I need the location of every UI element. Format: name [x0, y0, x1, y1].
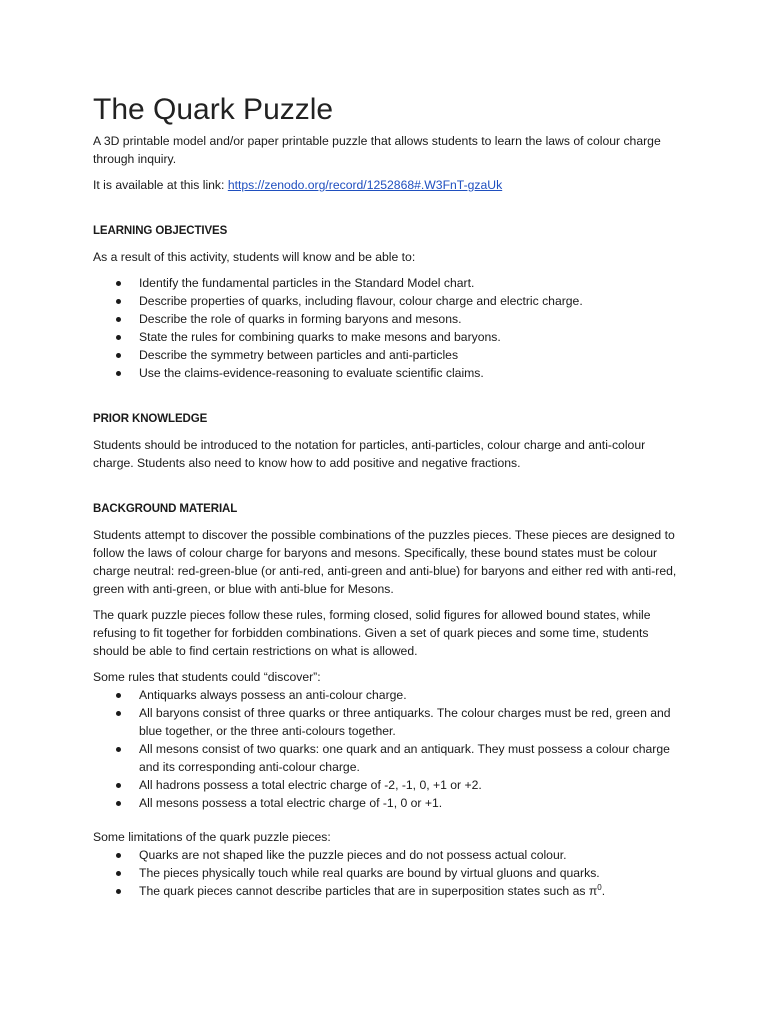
list-item-text: Quarks are not shaped like the puzzle pieces and do not possess actual colour. — [139, 848, 567, 862]
background-paragraph-2: The quark puzzle pieces follow these rules, forming closed, solid figures for allowed bound states, while refusing to fit together for forbidden combinations. Given a set of quark pieces and some time, students should be able to find certain restrictions on what is allowed. — [93, 608, 651, 658]
list-item-text: All mesons possess a total electric charge of -1, 0 or +1. — [139, 796, 443, 810]
list-item-text: Describe the symmetry between particles and anti-particles — [139, 348, 459, 362]
bullet-icon — [116, 299, 121, 304]
intro-paragraph: A 3D printable model and/or paper printable puzzle that allows students to learn the laws of colour charge through inquiry. — [93, 134, 661, 166]
list-item-text: Describe properties of quarks, including flavour, colour charge and electric charge. — [139, 294, 583, 308]
list-item — [113, 328, 683, 346]
zenodo-link[interactable]: https://zenodo.org/record/1252868#.W3FnT-gzaUk — [227, 178, 503, 192]
bullet-icon — [116, 783, 121, 788]
document-body — [93, 92, 683, 900]
bullet-icon — [116, 871, 121, 876]
bullet-icon — [116, 747, 121, 752]
limitations-list — [113, 846, 683, 900]
bullet-icon — [116, 353, 121, 358]
learning-objectives-heading: LEARNING OBJECTIVES — [93, 225, 228, 237]
list-item-text: Use the claims-evidence-reasoning to evaluate scientific claims. — [139, 366, 484, 380]
list-item-text: All mesons consist of two quarks: one quark and an antiquark. They must possess a colour charge and its corresponding anti-colour charge. — [139, 742, 670, 774]
bullet-icon — [116, 711, 121, 716]
list-item-text: Identify the fundamental particles in the Standard Model chart. — [139, 276, 475, 290]
bullet-icon — [116, 371, 121, 376]
list-item-text: Antiquarks always possess an anti-colour charge. — [139, 688, 407, 702]
bullet-icon — [116, 317, 121, 322]
list-item — [113, 864, 683, 882]
page-title: The Quark Puzzle — [93, 93, 334, 126]
superscript-zero: 0 — [597, 882, 602, 892]
list-item — [113, 794, 683, 812]
list-item — [113, 776, 683, 794]
objectives-lead: As a result of this activity, students will know and be able to: — [93, 250, 416, 264]
list-item — [113, 882, 683, 900]
list-item — [113, 846, 683, 864]
rules-list — [113, 686, 683, 812]
list-item-text: All hadrons possess a total electric charge of -2, -1, 0, +1 or +2. — [139, 778, 482, 792]
link-prefix: It is available at this link: — [93, 178, 228, 192]
bullet-icon — [116, 281, 121, 286]
list-item — [113, 704, 683, 740]
background-heading: BACKGROUND MATERIAL — [93, 503, 238, 515]
list-item — [113, 740, 683, 776]
list-item-text: State the rules for combining quarks to make mesons and baryons. — [139, 330, 501, 344]
limitations-lead: Some limitations of the quark puzzle pieces: — [93, 830, 331, 844]
bullet-icon — [116, 335, 121, 340]
list-item-text: The quark pieces cannot describe particles that are in superposition states such as π — [139, 884, 598, 898]
list-item-text: Describe the role of quarks in forming baryons and mesons. — [139, 312, 462, 326]
list-item — [113, 274, 683, 292]
bullet-icon — [116, 889, 121, 894]
rules-lead: Some rules that students could “discover”: — [93, 670, 321, 684]
list-item — [113, 310, 683, 328]
list-item — [113, 686, 683, 704]
list-item — [113, 364, 683, 382]
prior-knowledge-heading: PRIOR KNOWLEDGE — [93, 413, 208, 425]
list-item-text: All baryons consist of three quarks or three antiquarks. The colour charges must be red, green and blue together, or the three anti-colours together. — [139, 706, 671, 738]
bullet-icon — [116, 693, 121, 698]
list-item — [113, 346, 683, 364]
list-item-end: . — [601, 884, 606, 898]
link-paragraph — [93, 176, 683, 194]
bullet-icon — [116, 801, 121, 806]
prior-knowledge-paragraph: Students should be introduced to the notation for particles, anti-particles, colour charge and anti-colour charge. Students also need to know how to add positive and negative fractions. — [93, 438, 646, 470]
list-item-text: The pieces physically touch while real quarks are bound by virtual gluons and quarks. — [139, 866, 600, 880]
list-item — [113, 292, 683, 310]
objectives-list — [113, 274, 683, 382]
bullet-icon — [116, 853, 121, 858]
background-paragraph-1: Students attempt to discover the possible combinations of the puzzles pieces. These pieces are designed to follow the laws of colour charge for baryons and mesons. Specifically, these bound states must be colour charge neutral: red-green-blue (or anti-red, anti-green and anti-blue) for baryons and either red with anti-red, green with anti-green, or blue with anti-blue for Mesons. — [93, 528, 677, 596]
